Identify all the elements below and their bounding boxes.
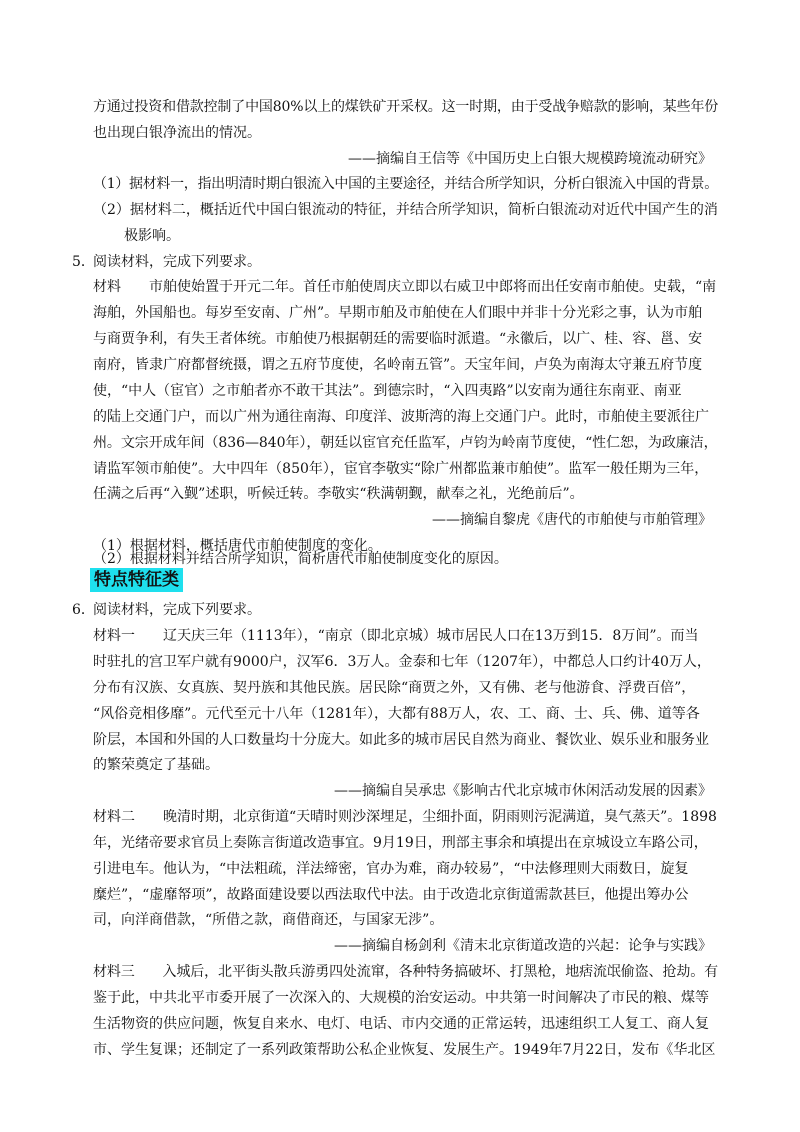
material-line: 的繁荣奠定了基础。 <box>93 757 219 773</box>
material-line: 阶层，本国和外国的人口数量均十分庞大。如此多的城市居民自然为商业、餐饮业、娱乐业和服务业 <box>93 732 709 748</box>
material-line: 分布有汉族、女真族、契丹族和其他民族。居民除“商贾之外，又有佛、老与他游食、浮费百倍”， <box>93 680 696 696</box>
question-number: 5． <box>72 254 95 270</box>
question-prompt: 阅读材料，完成下列要求。 <box>93 602 261 618</box>
question-4-2: （2）据材料二，概括近代中国白银流动的特征，并结合所学知识，简析白银流动对近代中国产生的消 <box>93 202 718 218</box>
material-line: 司，向洋商借款，“所借之款，商借商还，与国家无涉”。 <box>93 912 444 928</box>
material-line: 鉴于此，中共北平市委开展了一次深入的、大规模的治安运动。中共第一时间解决了市民的粮、煤等 <box>93 990 709 1006</box>
material-line: 引进电车。他认为，“中法粗疏，洋法缔密，官办为难，商办较易”，“中法修理则大雨数日，旋复 <box>93 861 689 877</box>
question-5-2: （2）根据材料并结合所学知识，简析唐代市舶使制度变化的原因。 <box>93 551 508 567</box>
question-prompt: 阅读材料，完成下列要求。 <box>93 254 261 270</box>
material-line: 州。文宗开成年间（836—840年），朝廷以宦官充任监军，卢钧为岭南节度使，“性仁恕，为政廉洁， <box>93 435 718 451</box>
material-line: 材料 市舶使始置于开元二年。首任市舶使周庆立即以右威卫中郎将而出任安南市舶使。史载，“南 <box>93 279 717 295</box>
material-line: 使，“中人（宦官）之市舶者亦不敢干其法”。到德宗时，“入四夷路”以安南为通往东南亚、南亚 <box>93 383 682 399</box>
question-number: 6． <box>72 602 95 618</box>
material-line: 材料二 晚清时期，北京街道“天晴时则沙深埋足，尘细扑面，阴雨则污泥满道，臭气蒸天”。1898 <box>93 809 717 825</box>
material-line: 市、学生复课；还制定了一系列政策帮助公私企业恢复、发展生产。1949年7月22日，发布《华北区 <box>93 1042 716 1058</box>
material-line: 请监军领市舶使”。大中四年（850年），宦官李敬实“除广州都监兼市舶使”。监军一般任期为三年， <box>93 461 709 477</box>
material-line: 年，光绪帝要求官员上奏陈言街道改造事宜。9月19日，刑部主事余和填提出在京城设立车路公司， <box>93 835 708 851</box>
question-5-1: （1）根据材料，概括唐代市舶使制度的变化。 <box>93 538 382 554</box>
source-citation: ——摘编自王信等《中国历史上白银大规模跨境流动研究》 <box>348 151 712 167</box>
material-line: 的陆上交通门户，而以广州为通往南海、印度洋、波斯湾的海上交通门户。此时，市舶使主要派往广 <box>93 409 709 425</box>
material-line: 生活物资的供应问题，恢复自来水、电灯、电话、市内交通的正常运转，迅速组织工人复工、商人复 <box>93 1016 709 1032</box>
source-citation: ——摘编自吴承忠《影响古代北京城市休闲活动发展的因素》 <box>334 783 712 799</box>
text-line: 也出现白银净流出的情况。 <box>93 125 261 141</box>
question-4-2-cont: 极影响。 <box>124 228 180 244</box>
text-line: 方通过投资和借款控制了中国80%以上的煤铁矿开采权。这一时期，由于受战争赔款的影响，某些年份 <box>93 99 719 115</box>
source-citation: ——摘编自杨剑利《清末北京街道改造的兴起：论争与实践》 <box>334 938 712 954</box>
material-line: 糜烂”，“虚靡帑项”，故路面建设要以西法取代中法。由于改造北京街道需款甚巨，他提出筹办公 <box>93 887 689 903</box>
section-heading: 特点特征类 <box>90 568 183 592</box>
material-line: “风俗竞相侈靡”。元代至元十八年（1281年），大都有88万人，农、工、商、士、兵、佛、道等各 <box>93 706 700 722</box>
material-line: 南府，皆隶广府都督统摄，谓之五府节度使，名岭南五管”。天宝年间，卢奂为南海太守兼五府节度 <box>93 357 703 373</box>
material-line: 海舶，外国船也。每岁至安南、广州”。早期市舶及市舶使在人们眼中并非十分光彩之事，认为市舶 <box>93 305 703 321</box>
material-line: 材料一 辽天庆三年（1113年），“南京（即北京城）城市居民人口在13万到15．8万间”。而当 <box>93 628 699 644</box>
question-4-1: （1）据材料一，指出明清时期白银流入中国的主要途径，并结合所学知识，分析白银流入中国的背景。 <box>93 176 718 192</box>
material-line: 与商贾争利，有失王者体统。市舶使乃根据朝廷的需要临时派遣。“永徽后，以广、桂、容、邕、安 <box>93 331 703 347</box>
source-citation: ——摘编自黎虎《唐代的市舶使与市舶管理》 <box>432 512 712 528</box>
material-line: 材料三 入城后，北平街头散兵游勇四处流窜，各种特务搞破坏、打黑枪，地痞流氓偷盗、抢劫。有 <box>93 964 718 980</box>
material-line: 时驻扎的宫卫军户就有9000户，汉军6．3万人。金泰和七年（1207年），中都总人口约计40万人， <box>93 654 711 670</box>
material-line: 任满之后再“入觐”述职，听候迁转。李敬实“秩满朝觐，献奉之礼，光绝前后”。 <box>93 486 584 502</box>
